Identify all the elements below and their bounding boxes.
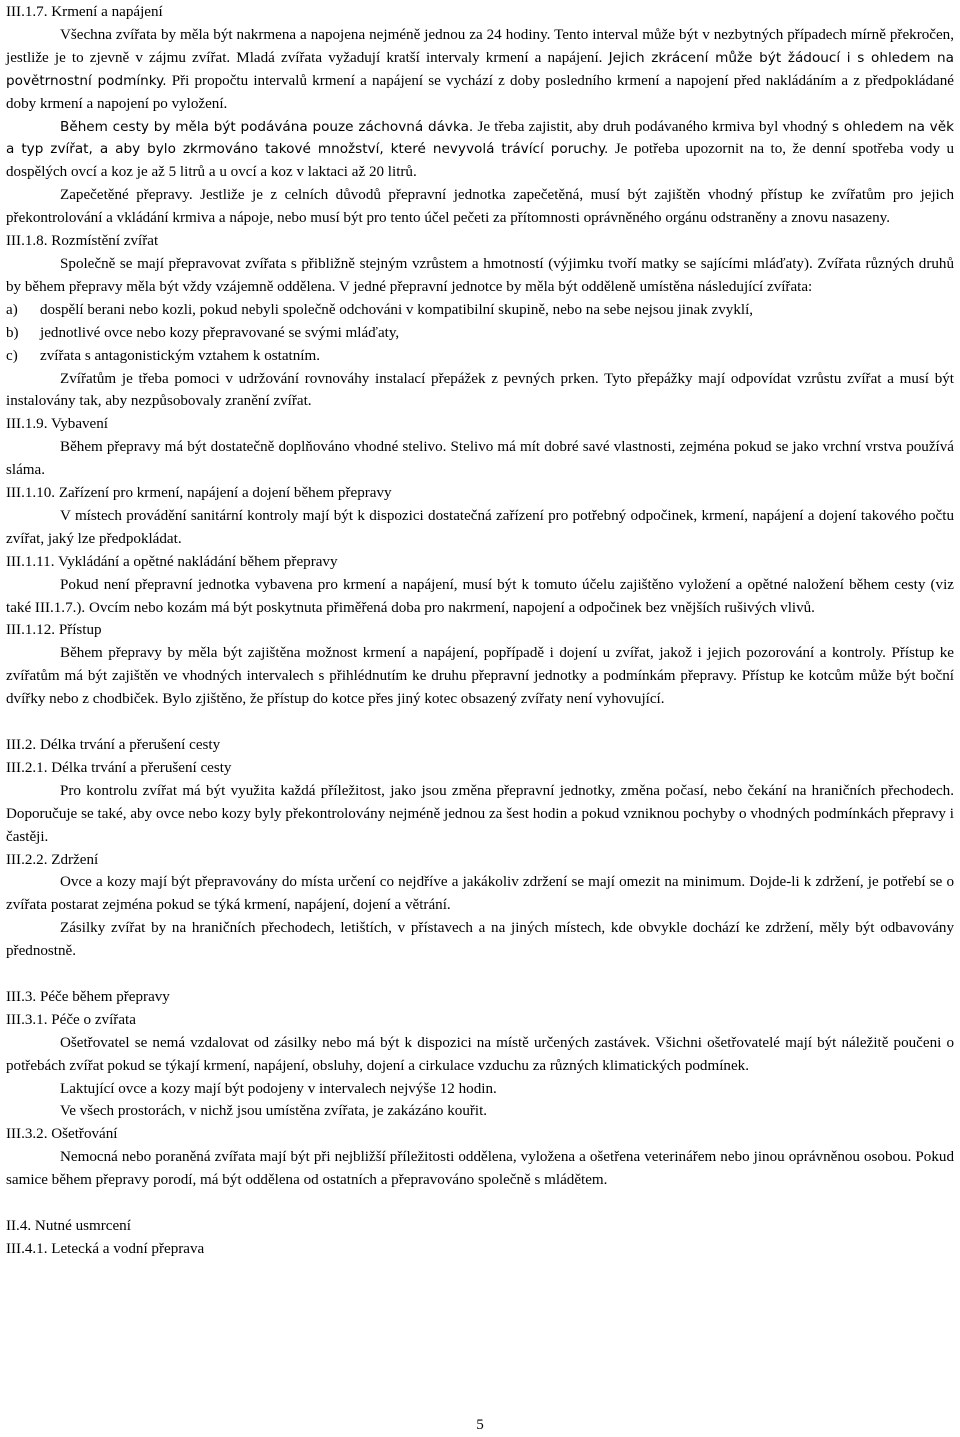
spacer xyxy=(6,1192,954,1215)
section-heading-1-12: III.1.12. Přístup xyxy=(6,622,102,639)
text-run: Je potřeba upozornit na to, že denní spotřeba vody u dospělých ovcí a koz je až 5 litrů a u ovcí a koz v laktaci až 20 litrů. xyxy=(6,141,954,181)
paragraph-maintenance-ration xyxy=(6,116,954,185)
text-run-sans: Jejich zkrácení může být žádoucí i s ohledem na povětrnostní podmínky. xyxy=(6,49,954,89)
paragraph-bedding: Během přepravy má být dostatečně doplňováno vhodné stelivo. Stelivo má mít dobré savé vlastnosti, zejména pokud se jako vrchní vrstva používá sláma. xyxy=(6,439,954,479)
paragraph-milking: Laktující ovce a kozy mají být podojeny v intervalech nejvýše 12 hodin. xyxy=(60,1080,497,1097)
section-heading-3-1: III.3.1. Péče o zvířata xyxy=(6,1011,136,1028)
list-item xyxy=(6,345,954,368)
list-marker: b) xyxy=(6,324,19,341)
section-heading-3-2: III.3.2. Ošetřování xyxy=(6,1126,118,1143)
text-run-sans: Během cesty by měla být podávána pouze záchovná dávka. xyxy=(60,118,474,135)
paragraph-attendant: Ošetřovatel se nemá vzdalovat od zásilky nebo má být k dispozici na místě určených zastávek. Všichni ošetřovatelé mají být náležitě poučeni o potřebách zvířat pokud se týkají krmení, napájení, obsluhy, dojení a cirkulace vzduchu za různých klimatických podmínek. xyxy=(6,1034,954,1074)
paragraph-facilities: V místech provádění sanitární kontroly mají být k dispozici dostatečná zařízení pro potřebný odpočinek, krmení, napájení a dojení takového počtu zvířat, jaký lze předpokládat. xyxy=(6,507,954,547)
text-run: Je třeba zajistit, aby druh podávaného krmiva byl vhodný xyxy=(477,118,828,135)
section-heading-1-10: III.1.10. Zařízení pro krmení, napájení a dojení během přepravy xyxy=(6,485,392,502)
section-heading-1-8: III.1.8. Rozmístění zvířat xyxy=(6,233,159,250)
paragraph-unloading: Pokud není přepravní jednotka vybavena pro krmení a napájení, musí být k tomuto účelu zajištěno vyložení a opětné naložení během cesty (viz také III.1.7.). Ovcím nebo kozám má být poskytnuta přiměřená doba pro nakrmení, napojení a odpočinek bez vnějších rušivých vlivů. xyxy=(6,576,954,616)
list-text: dospělí berani nebo kozli, pokud nebyli společně odchováni v kompatibilní skupině, nebo na sebe nejsou jinak zvyklí, xyxy=(40,301,754,318)
list-text: zvířata s antagonistickým vztahem k ostatním. xyxy=(40,347,321,364)
paragraph-sealed-transport: Zapečetěné přepravy. Jestliže je z celních důvodů přepravní jednotka zapečetěná, musí být zajištěn vhodný přístup ke zvířatům pro jejich překontrolování a vkládání krmiva a nápoje, nebo musí být pro tento účel pečeti za přítomnosti oprávněného orgánu odstraněny a znovu nasazeny. xyxy=(6,187,954,227)
paragraph-inspection: Pro kontrolu zvířat má být využita každá příležitost, jako jsou změna přepravní jednotky, změna počasí, nebo čekání na hraničních přechodech. Doporučuje se také, aby ovce nebo kozy byly překontrolovány nejméně jednou za šest hodin a pokud vzniknou pochyby o vhodných podmínkách přepravy i častěji. xyxy=(6,782,954,845)
list-item xyxy=(6,299,954,322)
section-heading-1-7: III.1.7. Krmení a napájení xyxy=(6,4,163,20)
text-run-sans: s ohledem na věk a typ zvířat, a aby bylo zkrmováno takové množství, které nevyvolá trávící poruchy. xyxy=(6,118,954,158)
list-item xyxy=(6,322,954,345)
paragraph-feeding-intervals xyxy=(6,24,954,116)
spacer xyxy=(6,711,954,734)
section-heading-4-1: III.4.1. Letecká a vodní přeprava xyxy=(6,1240,205,1257)
paragraph-animal-placement: Společně se mají přepravovat zvířata s přibližně stejným vzrůstem a hmotností (výjimku tvoří matky se sajícími mláďaty). Zvířata různých druhů by během přepravy měla být vždy vzájemně oddělena. V jedné přepravní jednotce by měla být odděleně umístěna následující zvířata: xyxy=(6,255,954,295)
page-number: 5 xyxy=(476,1417,484,1433)
text-run: Při propočtu intervalů krmení a napájení se vychází z doby posledního krmení a napojení před nakládáním a z předpokládané doby krmení a napojení po vyložení. xyxy=(6,72,954,112)
section-heading-2: III.2. Délka trvání a přerušení cesty xyxy=(6,736,221,753)
section-heading-2-1: III.2.1. Délka trvání a přerušení cesty xyxy=(6,759,232,776)
paragraph-access: Během přepravy by měla být zajištěna možnost krmení a napájení, popřípadě i dojení u zvířat, jakož i jejich pozorování a kontroly. Přístup ke zvířatům má být zajištěn ve vhodných intervalech s přihlédnutím ke druhu přepravní jednotky a podmínkám přepravy. Přístup ke kotcům může být boční dvířky nebo z chodbiček. Bylo zjištěno, že přístup do kotce přes jiný kotec obsazený zvířaty není vyhovující. xyxy=(6,645,954,708)
section-heading-3: III.3. Péče během přepravy xyxy=(6,988,170,1005)
section-heading-2-2: III.2.2. Zdržení xyxy=(6,851,99,868)
paragraph-priority-clearance: Zásilky zvířat by na hraničních přechodech, letištích, v přístavech a na jiných místech, kde obvykle dochází ke zdržení, měly být odbavovány přednostně. xyxy=(6,920,954,960)
section-heading-1-11: III.1.11. Vykládání a opětné nakládání během přepravy xyxy=(6,553,338,570)
paragraph-delay: Ovce a kozy mají být přepravovány do místa určení co nejdříve a jakákoliv zdržení se mají omezit na minimum. Dojde-li k zdržení, je potřebí se o zvířata postarat zejména pokud se týká krmení, napájení, dojení a větrání. xyxy=(6,874,954,914)
paragraph-no-smoking: Ve všech prostorách, v nichž jsou umístěna zvířata, je zakázáno kouřit. xyxy=(60,1103,488,1120)
section-heading-1-9: III.1.9. Vybavení xyxy=(6,416,108,433)
text-run: Všechna zvířata by měla být nakrmena a napojena nejméně jednou za 24 hodiny. Tento interval může být v nezbytných případech mírně překročen, jestliže je to zjevně v zájmu zvířat. Mladá zvířata vyžadují kratší intervaly krmení a napájení. xyxy=(6,26,954,66)
list-marker: a) xyxy=(6,301,18,318)
list-marker: c) xyxy=(6,347,18,364)
paragraph-treatment: Nemocná nebo poraněná zvířata mají být při nejbližší příležitosti oddělena, vyložena a ošetřena veterinářem nebo jinou oprávněnou osobou. Pokud samice během přepravy porodí, má být oddělena od ostatních a přepravováno společně s mládětem. xyxy=(6,1149,954,1189)
section-heading-4: II.4. Nutné usmrcení xyxy=(6,1217,131,1234)
list-text: jednotlivé ovce nebo kozy přepravované se svými mláďaty, xyxy=(40,324,400,341)
paragraph-partitions: Zvířatům je třeba pomoci v udržování rovnováhy instalací přepážek z pevných prken. Tyto přepážky mají odpovídat vzrůstu zvířat a musí být instalovány tak, aby nezpůsobovaly zranění zvířat. xyxy=(6,370,954,410)
spacer xyxy=(6,963,954,986)
